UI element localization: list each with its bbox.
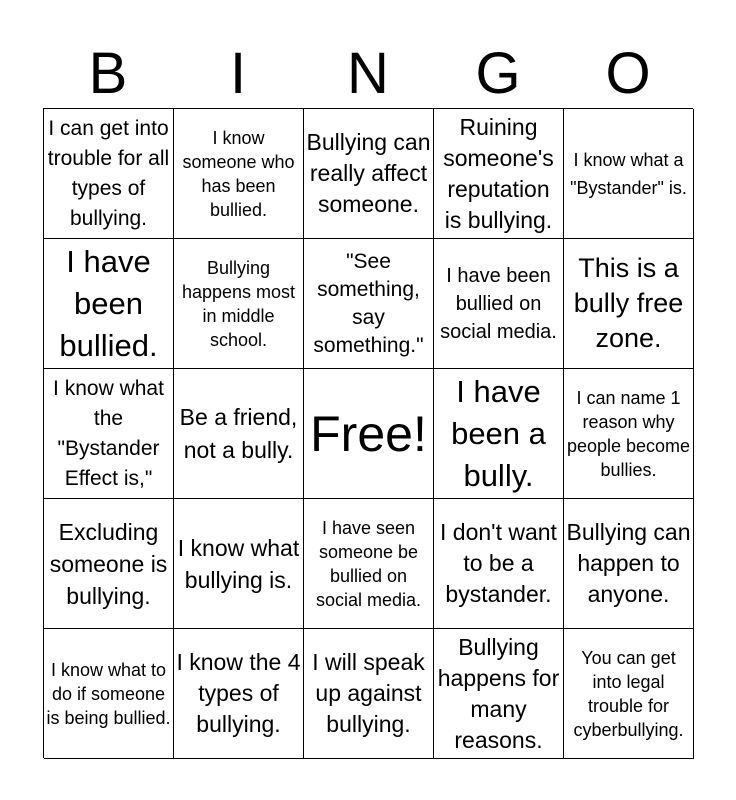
cell-text: Bullying happens for many reasons. — [437, 633, 560, 753]
bingo-cell-5-5[interactable] — [564, 629, 694, 759]
cell-text: I know someone who has been bullied. — [182, 127, 295, 220]
cell-text: I will speak up against bullying. — [312, 649, 425, 737]
bingo-cell-1-3[interactable] — [304, 109, 434, 239]
bingo-cell-5-3[interactable] — [304, 629, 434, 759]
cell-text: Bullying can really affect someone. — [306, 129, 431, 217]
bingo-cell-4-3[interactable] — [304, 499, 434, 629]
header-letter-n: N — [347, 41, 389, 106]
bingo-header — [43, 40, 693, 108]
cell-text: I can get into trouble for all types of bullying. — [47, 116, 170, 230]
cell-text: I have seen someone be bullied on social media. — [315, 517, 422, 610]
cell-text: I know what to do if someone is being bullied. — [46, 659, 171, 728]
header-letter-g: G — [475, 41, 521, 106]
header-letter-o: O — [605, 41, 651, 106]
bingo-cell-3-4[interactable] — [434, 369, 564, 499]
bingo-cell-2-2[interactable] — [174, 239, 304, 369]
bingo-cell-4-5[interactable] — [564, 499, 694, 629]
bingo-cell-5-1[interactable] — [44, 629, 174, 759]
header-letter-i: I — [229, 41, 247, 106]
bingo-cell-4-1[interactable] — [44, 499, 174, 629]
cell-text: Bullying can happen to anyone. — [566, 519, 691, 607]
cell-text: I have been bullied on social media. — [440, 264, 557, 343]
cell-text: Be a friend, not a bully. — [179, 403, 298, 463]
bingo-cell-3-1[interactable] — [44, 369, 174, 499]
cell-text: I have been a bully. — [451, 373, 546, 493]
cell-text: I know what bullying is. — [177, 534, 300, 593]
cell-text: You can get into legal trouble for cyberbullying. — [573, 647, 684, 740]
bingo-cell-1-2[interactable] — [174, 109, 304, 239]
bingo-cell-1-1[interactable] — [44, 109, 174, 239]
bingo-cell-3-3[interactable] — [304, 369, 434, 499]
bingo-cell-3-5[interactable] — [564, 369, 694, 499]
bingo-cell-2-5[interactable] — [564, 239, 694, 369]
cell-text: Bullying happens most in middle school. — [181, 257, 296, 350]
bingo-cell-5-2[interactable] — [174, 629, 304, 759]
cell-text: This is a bully free zone. — [573, 253, 684, 353]
bingo-cell-4-2[interactable] — [174, 499, 304, 629]
cell-text: I don't want to be a bystander. — [440, 519, 557, 607]
cell-text: I know what a "Bystander" is. — [570, 149, 687, 198]
bingo-cell-5-4[interactable] — [434, 629, 564, 759]
cell-text: I know what the "Bystander Effect is," — [53, 376, 164, 490]
bingo-cell-2-4[interactable] — [434, 239, 564, 369]
header-letter-b: B — [88, 41, 128, 106]
bingo-cell-1-4[interactable] — [434, 109, 564, 239]
bingo-cell-2-1[interactable] — [44, 239, 174, 369]
bingo-cell-4-4[interactable] — [434, 499, 564, 629]
bingo-board — [43, 108, 693, 758]
cell-text: I have been bullied. — [59, 243, 158, 363]
cell-text: Ruining someone's reputation is bullying. — [443, 113, 554, 233]
bingo-cell-3-2[interactable] — [174, 369, 304, 499]
cell-text: "See something, say something." — [313, 249, 424, 357]
cell-text: I know the 4 types of bullying. — [176, 649, 301, 737]
bingo-cell-2-3[interactable] — [304, 239, 434, 369]
bingo-cell-1-5[interactable] — [564, 109, 694, 239]
cell-text: Excluding someone is bullying. — [49, 518, 168, 609]
free-space-text: Free! — [310, 405, 427, 462]
cell-text: I can name 1 reason why people become bullies. — [566, 387, 691, 480]
